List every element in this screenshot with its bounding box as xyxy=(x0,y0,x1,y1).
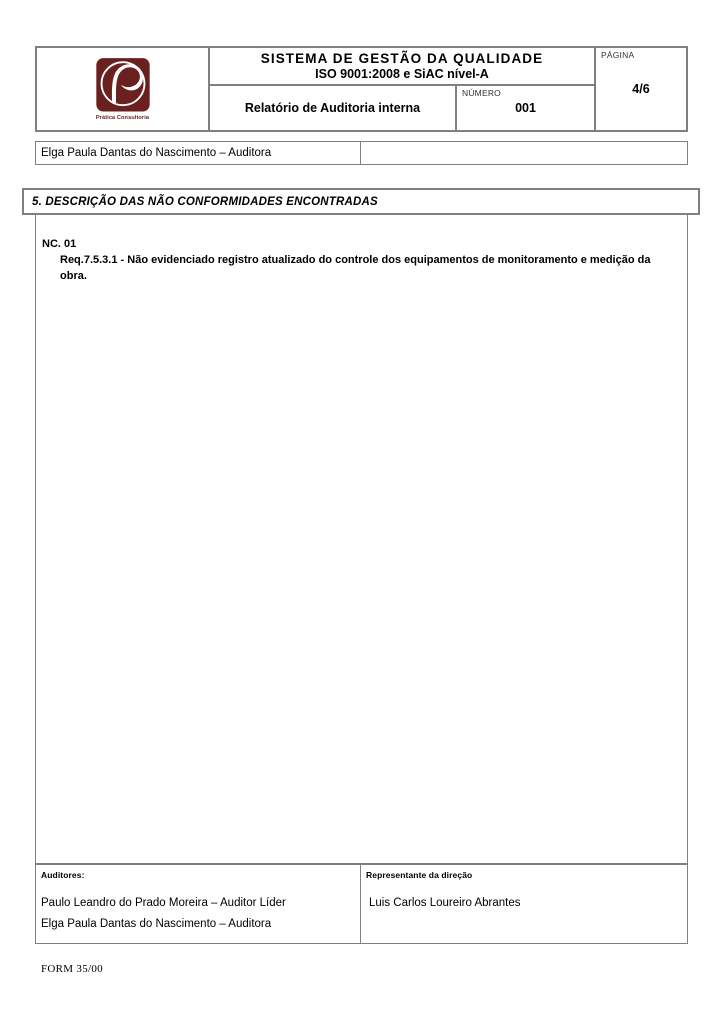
header-sub-row xyxy=(210,86,594,130)
document-header-table xyxy=(35,46,688,132)
header-title-sub: ISO 9001:2008 e SiAC nível-A xyxy=(315,66,489,81)
header-pagina-cell xyxy=(594,48,686,130)
company-logo-caption: Prática Consultoria xyxy=(95,114,150,121)
nonconformities-content-box xyxy=(35,215,688,864)
auditors-label: Auditores: xyxy=(41,870,85,880)
header-logo-cell xyxy=(37,48,210,130)
nonconformities-list xyxy=(36,215,687,285)
header-pagina-label: PÁGINA xyxy=(601,50,635,60)
header-middle-section xyxy=(210,48,594,130)
practica-logo-icon xyxy=(93,57,153,115)
representative-signature-cell xyxy=(361,865,687,943)
form-code: FORM 35/00 xyxy=(41,963,103,975)
auditors-signature-cell xyxy=(36,865,361,943)
header-title-row xyxy=(210,48,594,86)
header-title-main: SISTEMA DE GESTÃO DA QUALIDADE xyxy=(260,51,544,67)
auditor-name-row xyxy=(35,141,688,165)
auditor-signature-name: Elga Paula Dantas do Nascimento – Auditora xyxy=(41,918,272,931)
nonconformity-id: NC. 01 xyxy=(42,238,77,250)
nonconformity-text: Req.7.5.3.1 - Não evidenciado registro atualizado do controle dos equipamentos de monitoramento e medição da obra. xyxy=(60,254,651,283)
header-numero-cell xyxy=(457,86,594,130)
section-title: 5. DESCRIÇÃO DAS NÃO CONFORMIDADES ENCONTRADAS xyxy=(32,195,378,208)
representative-name: Luis Carlos Loureiro Abrantes xyxy=(369,897,521,909)
signature-block xyxy=(35,864,688,944)
auditor-signature-name: Paulo Leandro do Prado Moreira – Auditor Líder xyxy=(41,897,286,909)
representative-name-wrap xyxy=(369,893,521,914)
auditor-name-empty-cell xyxy=(361,142,687,164)
nonconformity-item xyxy=(42,237,673,285)
header-pagina-value: 4/6 xyxy=(632,82,650,96)
header-doc-type-cell xyxy=(210,86,457,130)
auditor-name-cell: Elga Paula Dantas do Nascimento – Auditora xyxy=(36,142,361,164)
section-title-bar xyxy=(22,188,700,215)
auditors-name-list xyxy=(41,893,356,936)
header-numero-label: NÚMERO xyxy=(462,88,501,98)
header-doc-type-label: Relatório de Auditoria interna xyxy=(244,101,421,115)
header-numero-value: 001 xyxy=(515,101,536,115)
company-logo xyxy=(87,57,159,122)
representative-label: Representante da direção xyxy=(366,870,473,880)
